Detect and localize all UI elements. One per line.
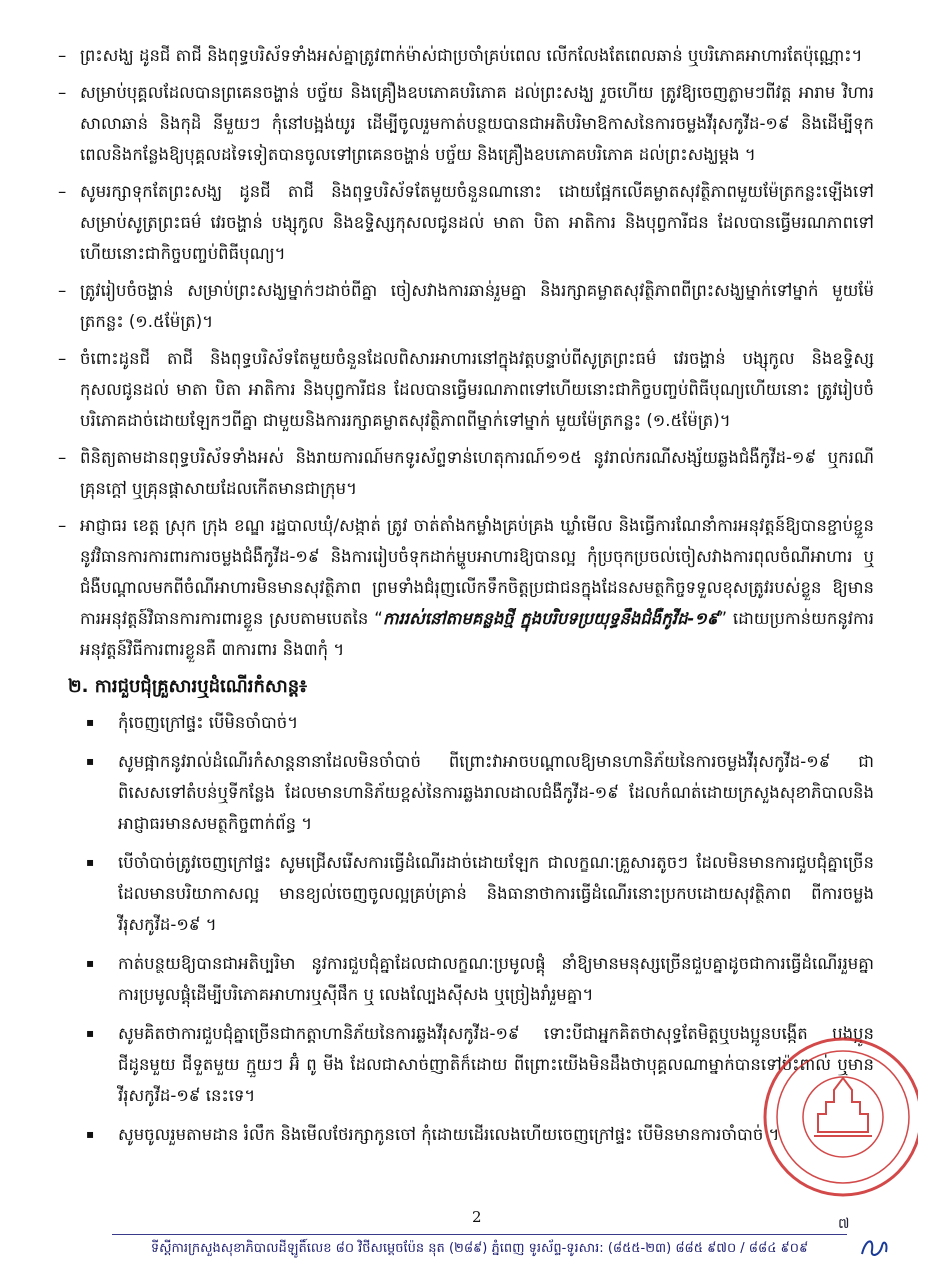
bullet-item: ▪ បើចាំបាច់ត្រូវចេញក្រៅផ្ទះ សូមជ្រើសរើសការធ្វើដំណើរដាច់ដោយឡែក ជាលក្ខណៈគ្រួសារតូចៗ ដែលមិនមានការជួបជុំគ្នាច្រើន ដែលមានបរិយាកាសល្អ មានខ្យល់ចេញចូលល្អគ្រប់គ្រាន់ និងធានាថាការធ្វើដំណើរនោះប្រកបដោយសុវត្ថិភាព ពីការចម្លងវីរុសកូវីដ-១៩ ។ <box>58 847 874 940</box>
official-seal-stamp <box>748 1022 918 1207</box>
list-item: – ពិនិត្យតាមដានពុទ្ធបរិស័ទទាំងអស់ និងរាយការណ៍មកទូរស័ព្ទទាន់ហេតុការណ៍១១៥ នូវរាល់ករណីសង្ស័យឆ្លងជំងឺកូវីដ-១៩ ឬករណីគ្រុនក្ដៅ ឬគ្រុនផ្ដាសាយដែលកើតមានជាក្រុម។ <box>58 442 874 504</box>
bullet-item: ▪ កាត់បន្ថយឱ្យបានជាអតិប្បរិមា នូវការជួបជុំគ្នាដែលជាលក្ខណៈប្រមូលផ្ដុំ នាំឱ្យមានមនុស្សច្រើនជួបគ្នាដូចជាការធ្វើដំណើររួមគ្នា ការប្រមូលផ្ដុំដើម្បីបរិភោគអាហារឬស៊ីផឹក ឬ លេងល្បែងស៊ីសង ឬច្រៀងរាំរួមគ្នា។ <box>58 948 874 1010</box>
page-body <box>58 40 874 1158</box>
list-item: – សម្រាប់បុគ្គលដែលបានព្រគេនចង្ហាន់ បច្ច័យ និងគ្រឿងឧបភោគបរិភោគ ដល់ព្រះសង្ឃ រួចហើយ ត្រូវឱ្យចេញភ្លាមៗពីវត្ត អារាម វិហារ សាលាឆាន់ និងកុដិ នីមួយៗ កុំនៅបង្អង់យូរ ដើម្បីចូលរួមកាត់បន្ថយបានជាអតិបរិមាឱកាសនៃការចម្លងវីរុសកូវីដ-១៩ និងដើម្បីទុកពេលនិងកន្លែងឱ្យបុគ្គលដទៃទៀតបានចូលទៅព្រគេនចង្ហាន់ បច្ច័យ និងគ្រឿងឧបភោគបរិភោគ ដល់ព្រះសង្ឃម្ដង ។ <box>58 77 874 170</box>
bullet-item: ▪ សូមគិតថាការជួបជុំគ្នាច្រើនជាកត្តាហានិភ័យនៃការឆ្លងវីរុសកូវីដ-១៩ ទោះបីជាអ្នកគិតថាសុទ្ធតែមិត្តឬបងប្អូនបង្កើត បងប្អូនជីដូនមួយ ជីទួតមួយ ក្មួយៗ អ៊ំ ពូ មីង ដែលជាសាច់ញាតិក៏ដោយ ពីព្រោះយើងមិនដឹងថាបុគ្គលណាម្នាក់បានទៅប៉ះពាល់ ឬមានវីរុសកូវីដ-១៩ នេះទេ។ <box>58 1018 874 1111</box>
list-item: – សូមរក្សាទុកតែព្រះសង្ឃ ដូនជី តាជី និងពុទ្ធបរិស័ទតែមួយចំនួនណានោះ ដោយផ្អែកលើគម្លាតសុវត្ថិភាពមួយម៉ែត្រកន្លះឡើងទៅ សម្រាប់សូត្រព្រះធម៌ វេរចង្ហាន់ បង្សុកូល និងឧទ្ទិស្សកុសលជូនដល់ មាតា បិតា អាតិការ និងបុព្វការីជន ដែលបានធ្វើមរណភាពទៅហើយនោះជាកិច្ចបញ្ចប់ពិធីបុណ្យ។ <box>58 176 874 269</box>
footer-divider <box>112 1234 847 1235</box>
section-heading: ២. ការជួបជុំគ្រួសារឬដំណើរកំសាន្ត៖ <box>68 676 308 697</box>
bullet-item: ▪ កុំចេញក្រៅផ្ទះ បើមិនចាំបាច់។ <box>58 707 874 738</box>
list-item-authorities <box>58 510 874 665</box>
authorities-tail: ” ដោយប្រកាន់យកនូវការអនុវត្តន៍វិធីការពារខ្លួនគឺ ៣ការពារ និង៣កុំ ។ <box>80 609 874 659</box>
signature-icon <box>858 1232 892 1262</box>
initials-mark: ៧ <box>838 1216 850 1232</box>
footer-address: ទីស្ដីការក្រសួងសុខាភិបាលដីឡូតិ៍លេខ ៨០ វិថីសម្ដេចប៉ែន នុត (២៨៩) ភ្នំពេញ ទូរស័ព្ទ-ទូរសារ: (៨៥៥-២៣) ៨៨៥ ៩៧០ / ៨៨៤ ៩០៩ <box>150 1241 809 1256</box>
list-item: – ត្រូវរៀបចំចង្ហាន់ សម្រាប់ព្រះសង្ឃម្នាក់ៗដាច់ពីគ្នា ចៀសវាងការឆាន់រួមគ្នា និងរក្សាគម្លាតសុវត្ថិភាពពីព្រះសង្ឃម្នាក់ទៅម្នាក់ មួយម៉ែត្រកន្លះ (១.៥ម៉ែត្រ)។ <box>58 275 874 337</box>
authorities-text: អាជ្ញាធរ ខេត្ត ស្រុក ក្រុង ខណ្ឌ រដ្ឋបាលឃុំ/សង្កាត់ ត្រូវ ចាត់តាំងកម្លាំងគ្រប់គ្រង ឃ្លាំមើល និងធ្វើការណែនាំការអនុវត្តន៍ឱ្យបានខ្ជាប់ខ្ជួននូវវិធានការការពារការចម្លងជំងឺកូវីដ-១៩ និងការរៀបចំទុកដាក់ម្ហូបអាហារឱ្យបានល្អ កុំប្រចុកប្រចល់ចៀសវាងការពុលចំណីអាហារ ឬជំងឺបណ្ដាលមកពីចំណីអាហារមិនមានសុវត្ថិភាព ព្រមទាំងជំរុញលើកទឹកចិត្តប្រជាជនក្នុងដែនសមត្ថកិច្ចទទួលខុសត្រូវរបស់ខ្លួន ឱ្យមានការអនុវត្តន៍វិធានការការពារខ្លួន ស្របតាមបេតនៃ “ <box>80 516 874 628</box>
list-item: – ព្រះសង្ឃ ដូនជី តាជី និងពុទ្ធបរិស័ទទាំងអស់គ្នាត្រូវពាក់ម៉ាស់ជាប្រចាំគ្រប់ពេល លើកលែងតែពេលឆាន់ ឬបរិភោគអាហារតែប៉ុណ្ណោះ។ <box>58 40 874 71</box>
page-number: 2 <box>472 1208 482 1226</box>
list-item: – ចំពោះដូនជី តាជី និងពុទ្ធបរិស័ទតែមួយចំនួនដែលពិសារអាហារនៅក្នុងវត្តបន្ទាប់ពីសូត្រព្រះធម៌ វេរចង្ហាន់ បង្សុកូល និងឧទ្ទិស្សកុសលជូនដល់ មាតា បិតា អាតិការ និងបុព្វការីជន ដែលបានធ្វើមរណភាពទៅហើយនោះជាកិច្ចបញ្ចប់ពិធីបុណ្យហើយនោះ ត្រូវរៀបចំបរិភោគដាច់ដោយឡែកៗពីគ្នា ជាមួយនិងការរក្សាគម្លាតសុវត្ថិភាពពីម្នាក់ទៅម្នាក់ មួយម៉ែត្រកន្លះ (១.៥ម៉ែត្រ)។ <box>58 343 874 436</box>
campaign-title: ការរស់នៅតាមគន្លងថ្មី ក្នុងបរិបទប្រយុទ្ធនឹងជំងឺកូវីដ-១៩ <box>382 609 719 628</box>
bullet-item: ▪ សូមចូលរួមតាមដាន រំលឹក និងមើលថែរក្សាកូនចៅ កុំដោយដើរលេងហើយចេញក្រៅផ្ទះ បើមិនមានការចាំបាច់ ។ <box>58 1119 874 1150</box>
bullet-item: ▪ សូមផ្អាកនូវរាល់ដំណើរកំសាន្តនានាដែលមិនចាំបាច់ ពីព្រោះវាអាចបណ្ដាលឱ្យមានហានិភ័យនៃការចម្លងវីរុសកូវីដ-១៩ ជាពិសេសទៅតំបន់ឬទីកន្លែង ដែលមានហានិភ័យខ្ពស់នៃការឆ្លងរាលដាលជំងឺកូវីដ-១៩ ដែលកំណត់ដោយក្រសួងសុខាភិបាលនិងអាជ្ញាធរមានសមត្ថកិច្ចពាក់ព័ន្ធ ។ <box>58 746 874 839</box>
